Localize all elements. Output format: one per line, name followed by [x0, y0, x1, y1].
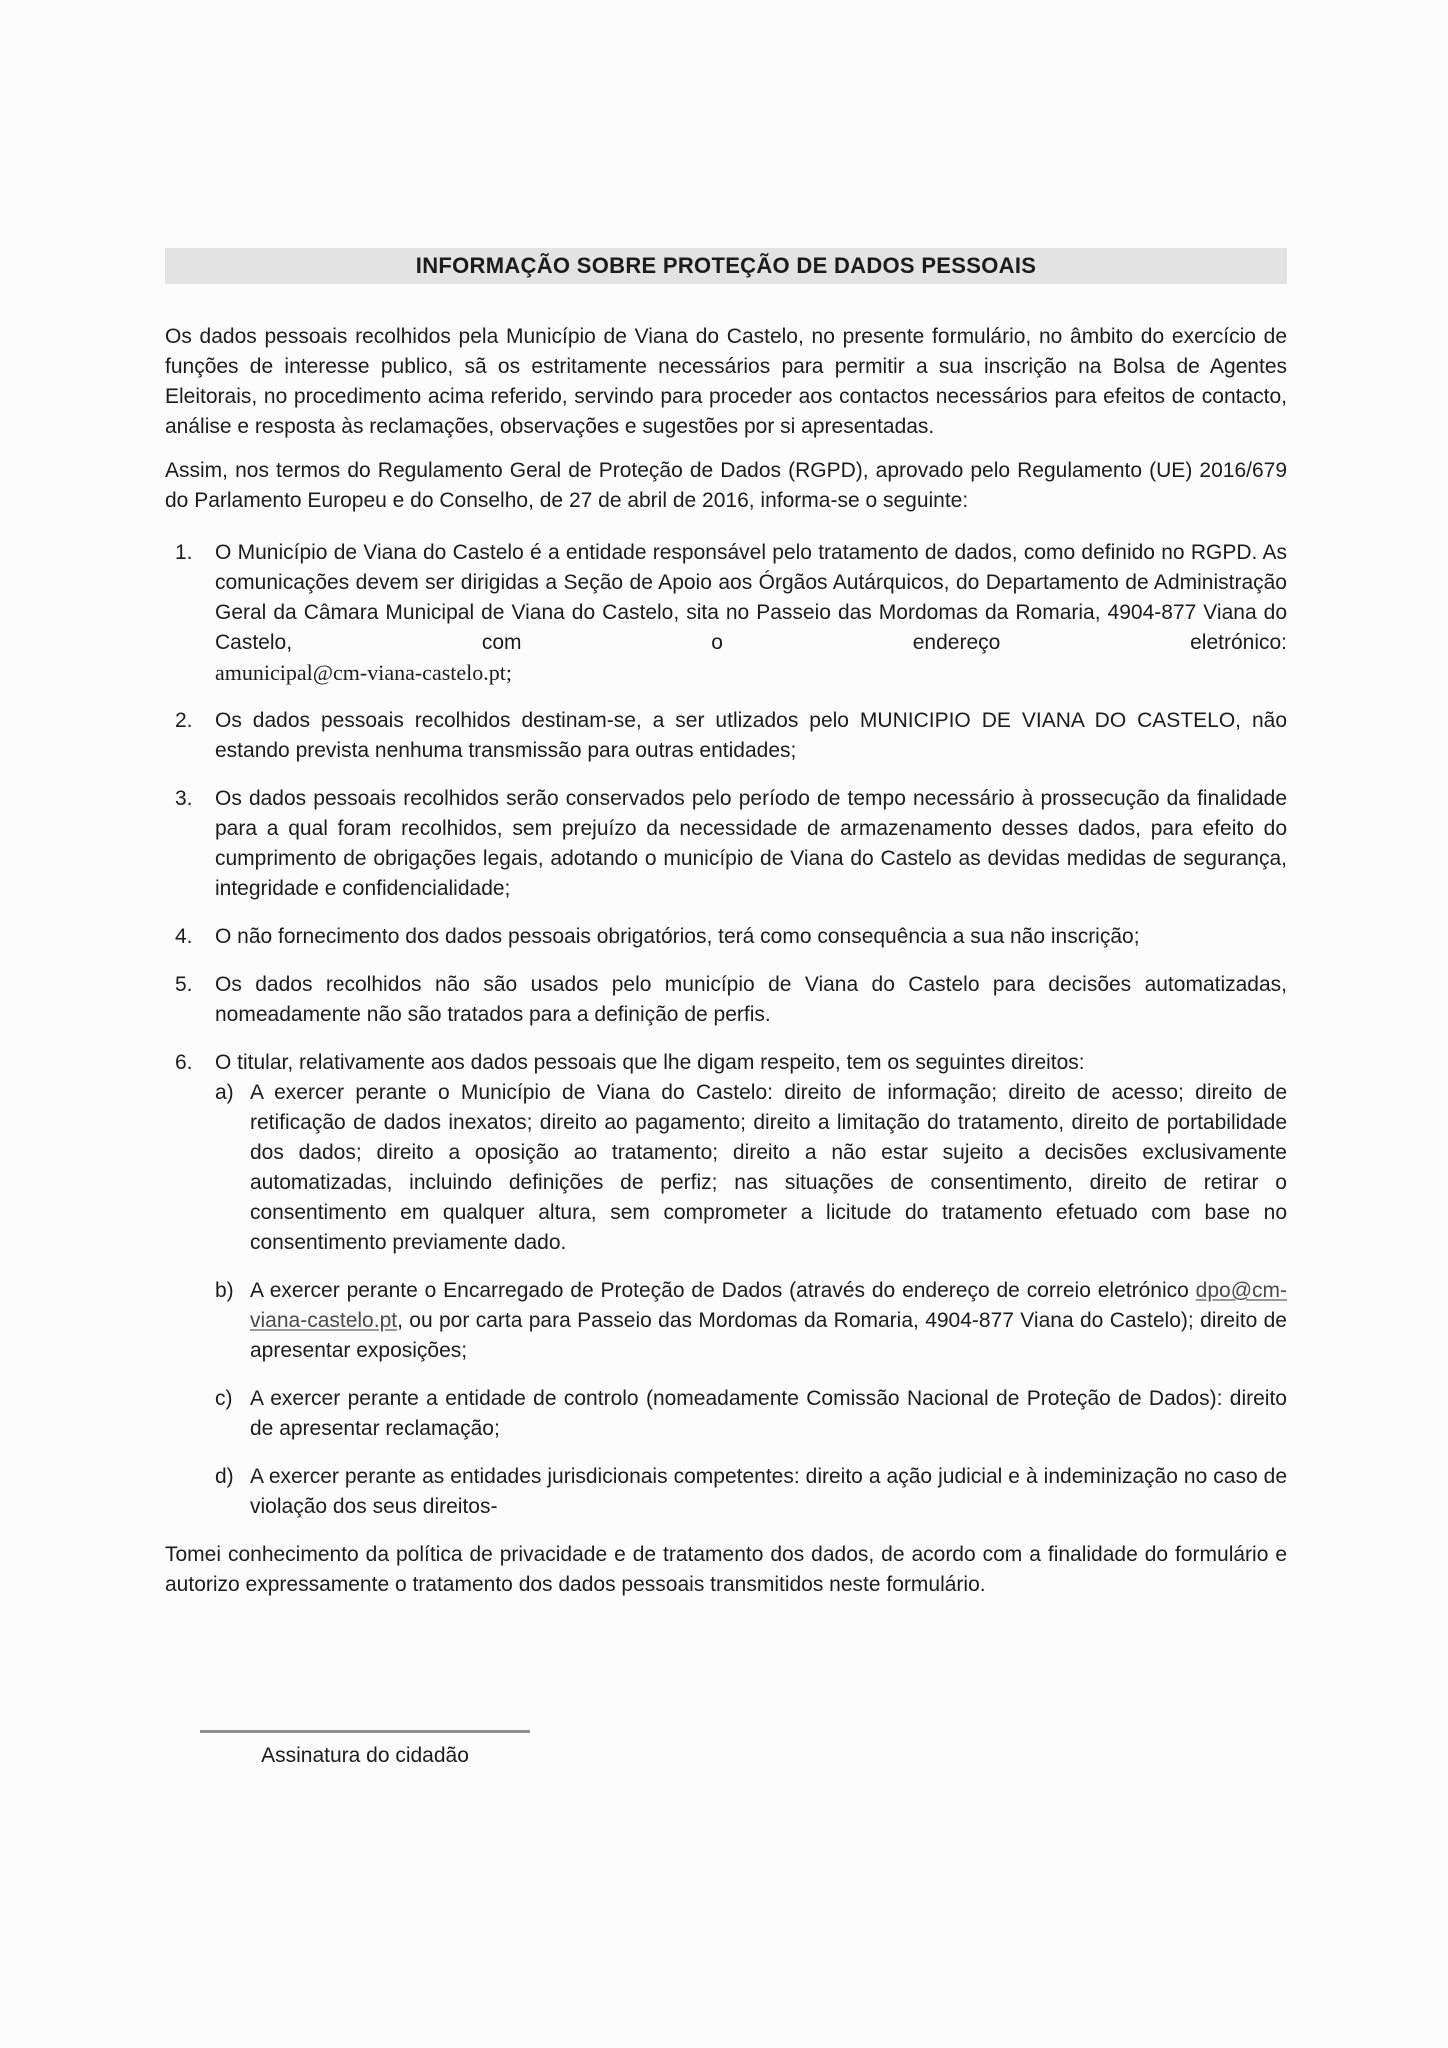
list-item-5 — [165, 970, 1287, 1030]
list-item-1 — [165, 538, 1287, 688]
item-number: 6. — [175, 1051, 193, 1074]
sub-item-letter: d) — [215, 1465, 234, 1488]
item-number: 1. — [175, 541, 193, 564]
item-text: Os dados pessoais recolhidos destinam-se, a ser utlizados pelo MUNICIPIO DE VIANA DO CASTELO, não estando prevista nenhuma transmissão para outras entidades; — [215, 709, 1287, 762]
sub-item-text: , ou por carta para Passeio das Mordomas da Romaria, 4904-877 Viana do Castelo); direito de apresentar exposições; — [250, 1309, 1287, 1362]
item-text: Os dados pessoais recolhidos serão conservados pelo período de tempo necessário à prossecução da finalidade para a qual foram recolhidos, sem prejuízo da necessidade de armazenamento desses dados, para efeito do cumprimento de obrigações legais, adotando o município de Viana do Castelo as devidas medidas de segurança, integridade e confidencialidade; — [215, 787, 1287, 900]
intro-paragraph-1: Os dados pessoais recolhidos pela Município de Viana do Castelo, no presente formulário, no âmbito do exercício de funções de interesse publico, sã os estritamente necessários para permitir a sua inscrição na Bolsa de Agentes Eleitorais, no procedimento acima referido, servindo para proceder aos contactos necessários para efeitos de contacto, análise e resposta às reclamações, observações e sugestões por si apresentadas. — [165, 325, 1287, 438]
item-number: 5. — [175, 973, 193, 996]
sub-item-c — [215, 1384, 1287, 1444]
list-item-4 — [165, 922, 1287, 952]
item-text: O titular, relativamente aos dados pessoais que lhe digam respeito, tem os seguintes direitos: — [215, 1051, 1085, 1074]
sub-item-a — [215, 1078, 1287, 1258]
closing-paragraph: Tomei conhecimento da política de privacidade e de tratamento dos dados, de acordo com a finalidade do formulário e autorizo expressamente o tratamento dos dados pessoais transmitidos neste formulário. — [165, 1543, 1287, 1596]
sub-item-text: A exercer perante a entidade de controlo (nomeadamente Comissão Nacional de Proteção de Dados): direito de apresentar reclamação; — [250, 1387, 1287, 1440]
numbered-list — [165, 538, 1287, 1522]
item-number: 3. — [175, 787, 193, 810]
sub-item-text: A exercer perante as entidades jurisdicionais competentes: direito a ação judicial e à indeminização no caso de violação dos seus direitos- — [250, 1465, 1287, 1518]
email-link-dpo[interactable]: dpo@cm-viana-castelo.pt — [250, 1279, 1287, 1332]
list-item-6 — [165, 1048, 1287, 1522]
intro-paragraph-2: Assim, nos termos do Regulamento Geral de Proteção de Dados (RGPD), aprovado pelo Regulamento (UE) 2016/679 do Parlamento Europeu e do Conselho, de 27 de abril de 2016, informa-se o seguinte: — [165, 459, 1287, 512]
title-band — [165, 248, 1287, 284]
list-item-3 — [165, 784, 1287, 904]
sub-item-d — [215, 1462, 1287, 1522]
sub-item-text: A exercer perante o Município de Viana do Castelo: direito de informação; direito de acesso; direito de retificação de dados inexatos; direito ao pagamento; direito a limitação do tratamento, direito de portabilidade dos dados; direito a oposição ao tratamento; direito a não estar sujeito a decisões exclusivamente automatizadas, incluindo definições de perfiz; nas situações de consentimento, direito de retirar o consentimento em qualquer altura, sem comprometer a licitude do tratamento efetuado com base no consentimento previamente dado. — [250, 1081, 1287, 1254]
signature-line — [200, 1730, 530, 1733]
sub-item-letter: a) — [215, 1081, 234, 1104]
item-number: 4. — [175, 925, 193, 948]
signature-label: Assinatura do cidadão — [261, 1744, 469, 1767]
signature-area — [200, 1730, 530, 1771]
item-text: O não fornecimento dos dados pessoais obrigatórios, terá como consequência a sua não inscrição; — [215, 925, 1140, 948]
item-text: Os dados recolhidos não são usados pelo município de Viana do Castelo para decisões automatizadas, nomeadamente não são tratados para a definição de perfis. — [215, 973, 1287, 1026]
item-text: O Município de Viana do Castelo é a entidade responsável pelo tratamento de dados, como definido no RGPD. As comunicações devem ser dirigidas a Seção de Apoio aos Órgãos Autárquicos, do Departamento de Administração Geral da Câmara Municipal de Viana do Castelo, sita no Passeio das Mordomas da Romaria, 4904-877 Viana do Castelo, com o endereço eletrónico: — [215, 541, 1287, 654]
sub-item-b — [215, 1276, 1287, 1366]
sub-item-letter: b) — [215, 1279, 234, 1302]
email-address-amunicipal: amunicipal@cm-viana-castelo.pt; — [215, 660, 512, 685]
document-title: INFORMAÇÃO SOBRE PROTEÇÃO DE DADOS PESSOAIS — [415, 253, 1037, 278]
document-content — [165, 248, 1287, 1771]
list-item-2 — [165, 706, 1287, 766]
sub-item-letter: c) — [215, 1387, 233, 1410]
sub-item-text: A exercer perante o Encarregado de Proteção de Dados (através do endereço de correio eletrónico — [250, 1279, 1196, 1302]
item-number: 2. — [175, 709, 193, 732]
